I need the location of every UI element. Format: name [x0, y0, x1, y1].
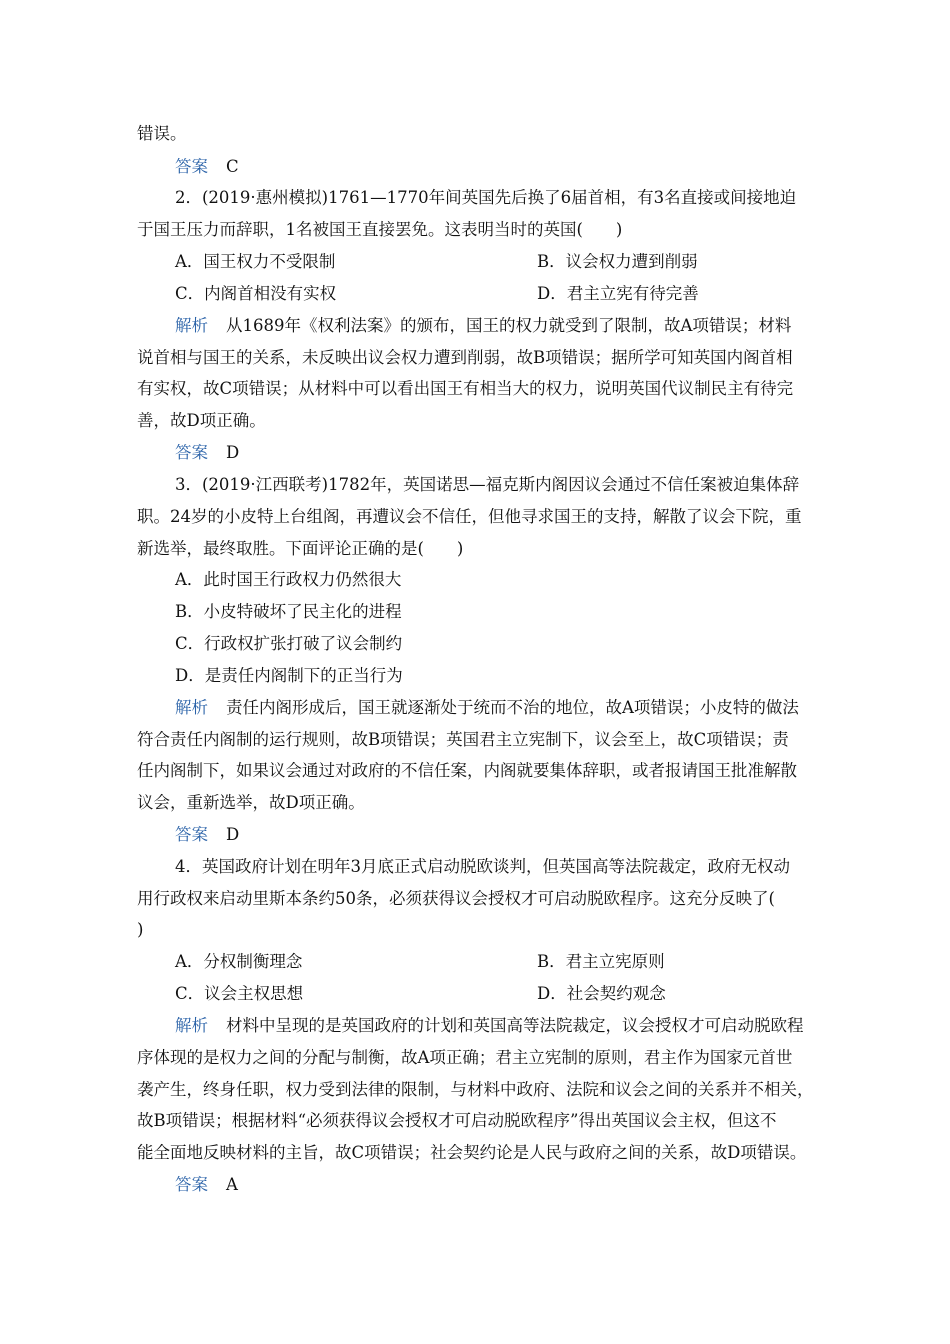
analysis-label: 解析	[175, 698, 208, 717]
answer-q1	[175, 155, 239, 179]
q2-option-c: C．内阁首相没有实权	[175, 284, 337, 303]
q4-analysis-line2: 序体现的是权力之间的分配与制衡，故A项正确；君主立宪制的原则，君主作为国家元首世	[137, 1048, 793, 1067]
q2-analysis-line1	[175, 314, 791, 338]
answer-q3	[175, 823, 239, 847]
q4-option-c: C．议会主权思想	[175, 984, 304, 1003]
q4-option-d: D．社会契约观念	[537, 984, 666, 1003]
q2-stem-line2: 于国王压力而辞职，1名被国王直接罢免。这表明当时的英国( )	[137, 220, 623, 239]
q4-stem-line1: 4．英国政府计划在明年3月底正式启动脱欧谈判，但英国高等法院裁定，政府无权动	[175, 857, 790, 876]
answer-value: A	[226, 1175, 238, 1194]
q3-option-c: C．行政权扩张打破了议会制约	[175, 634, 403, 653]
q3-option-d: D．是责任内阁制下的正当行为	[175, 666, 403, 685]
answer-q2	[175, 441, 239, 465]
answer-label: 答案	[175, 157, 208, 176]
q4-analysis-line3: 袭产生，终身任职，权力受到法律的限制，与材料中政府、法院和议会之间的关系并不相关，	[137, 1080, 814, 1099]
answer-label: 答案	[175, 443, 208, 462]
q4-stem-line3: )	[137, 920, 144, 939]
q2-option-d: D．君主立宪有待完善	[537, 284, 699, 303]
answer-value: C	[226, 157, 239, 176]
q4-analysis-line1	[175, 1014, 804, 1038]
q2-stem-line1: 2．(2019·惠州模拟)1761—1770年间英国先后换了6届首相，有3名直接或间接地迫	[175, 188, 797, 207]
q4-analysis-line4: 故B项错误；根据材料“必须获得议会授权才可启动脱欧程序”得出英国议会主权，但这不	[137, 1111, 777, 1130]
answer-label: 答案	[175, 1175, 208, 1194]
q2-analysis-line3: 有实权，故C项错误；从材料中可以看出国王有相当大的权力，说明英国代议制民主有待完	[137, 379, 794, 398]
q2-option-a: A．国王权力不受限制	[175, 252, 336, 271]
q4-analysis-line5: 能全面地反映材料的主旨，故C项错误；社会契约论是人民与政府之间的关系，故D项错误。	[137, 1143, 807, 1162]
q2-analysis-line4: 善，故D项正确。	[137, 411, 266, 430]
q4-stem-line2: 用行政权来启动里斯本条约50条，必须获得议会授权才可启动脱欧程序。这充分反映了(	[137, 889, 775, 908]
q3-stem-line3: 新选举，最终取胜。下面评论正确的是( )	[137, 539, 464, 558]
q3-analysis-line2: 符合责任内阁制的运行规则，故B项错误；英国君主立宪制下，议会至上，故C项错误；责	[137, 730, 789, 749]
q2-option-b: B．议会权力遭到削弱	[537, 252, 698, 271]
analysis-text: 责任内阁形成后，国王就逐渐处于统而不治的地位，故A项错误；小皮特的做法	[226, 698, 799, 717]
q4-option-b: B．君主立宪原则	[537, 952, 665, 971]
intro-tail: 错误。	[137, 124, 187, 143]
q3-analysis-line3: 任内阁制下，如果议会通过对政府的不信任案，内阁就要集体辞职，或者报请国王批准解散	[137, 761, 797, 780]
q4-option-a: A．分权制衡理念	[175, 952, 303, 971]
answer-label: 答案	[175, 825, 208, 844]
answer-value: D	[226, 443, 240, 462]
q3-stem-line2: 职。24岁的小皮特上台组阁，再遭议会不信任，但他寻求国王的支持，解散了议会下院，重	[137, 507, 802, 526]
analysis-text: 材料中呈现的是英国政府的计划和英国高等法院裁定，议会授权才可启动脱欧程	[226, 1016, 804, 1035]
analysis-text: 从1689年《权利法案》的颁布，国王的权力就受到了限制，故A项错误；材料	[226, 316, 792, 335]
q2-analysis-line2: 说首相与国王的关系，未反映出议会权力遭到削弱，故B项错误；据所学可知英国内阁首相	[137, 348, 793, 367]
analysis-label: 解析	[175, 316, 208, 335]
q3-analysis-line4: 议会，重新选举，故D项正确。	[137, 793, 365, 812]
q3-stem-line1: 3．(2019·江西联考)1782年，英国诺思—福克斯内阁因议会通过不信任案被迫集体辞	[175, 475, 800, 494]
q3-option-a: A．此时国王行政权力仍然很大	[175, 570, 402, 589]
q3-option-b: B．小皮特破坏了民主化的进程	[175, 602, 402, 621]
answer-value: D	[226, 825, 240, 844]
analysis-label: 解析	[175, 1016, 208, 1035]
q3-analysis-line1	[175, 696, 799, 720]
answer-q4	[175, 1173, 238, 1197]
